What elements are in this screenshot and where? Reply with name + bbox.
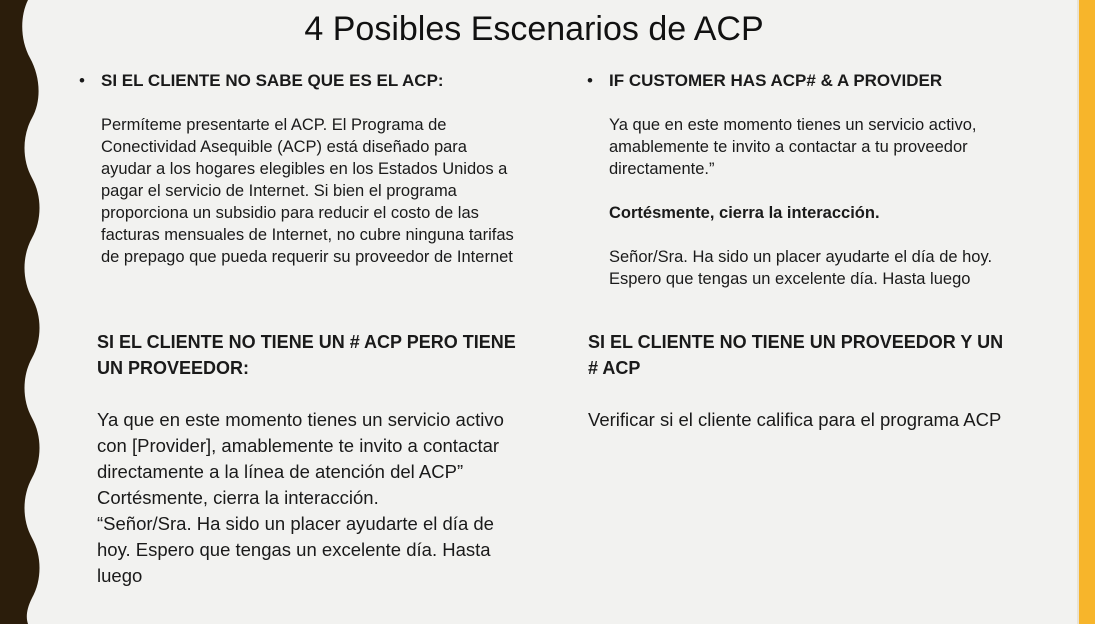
page-title: 4 Posibles Escenarios de ACP [304,10,764,48]
scenario-heading: SI EL CLIENTE NO SABE QUE ES EL ACP: [101,71,444,90]
decorative-wave-border [0,0,46,624]
scenario-body: Verificar si el cliente califica para el programa ACP [588,409,1002,430]
scenario-heading: SI EL CLIENTE NO TIENE UN PROVEEDOR Y UN # ACP [588,332,1004,378]
scenario-heading: IF CUSTOMER HAS ACP# & A PROVIDER [609,71,943,90]
scenario-body: Ya que en este momento tienes un servicio activo, amablemente te invito a contactar a tu proveedor directamente.” [609,116,977,178]
scenario-no-acp-has-provider [97,329,517,589]
close-instruction: Cortésmente, cierra la interacción. [609,204,880,222]
scenario-heading: SI EL CLIENTE NO TIENE UN # ACP PERO TIENE UN PROVEEDOR: [97,332,516,378]
bullet-icon: • [587,71,593,90]
scenario-no-provider-no-acp [588,329,1008,433]
scenario-body: Ya que en este momento tienes un servicio activo con [Provider], amablemente te invito a contactar directamente a la línea de atención del ACP” [97,409,504,482]
accent-bar [1079,0,1095,624]
farewell-text: “Señor/Sra. Ha sido un placer ayudarte el día de hoy. Espero que tengas un excelente día. Hasta luego [97,513,494,586]
close-instruction: Cortésmente, cierra la interacción. [97,487,379,508]
scenario-has-acp-provider [587,70,1029,290]
scenario-body: Permíteme presentarte el ACP. El Programa de Conectividad Asequible (ACP) está diseñado para ayudar a los hogares elegibles en los Estados Unidos a pagar el servicio de Internet. Si bien el programa proporciona un subsidio para reducir el costo de las facturas mensuales de Internet, no cubre ninguna tarifas de prepago que pueda requerir su proveedor de Internet [101,116,514,266]
farewell-text: Señor/Sra. Ha sido un placer ayudarte el día de hoy. Espero que tengas un excelente día. Hasta luego [609,248,993,288]
scenario-no-sabe [79,70,521,268]
bullet-icon: • [79,71,85,90]
